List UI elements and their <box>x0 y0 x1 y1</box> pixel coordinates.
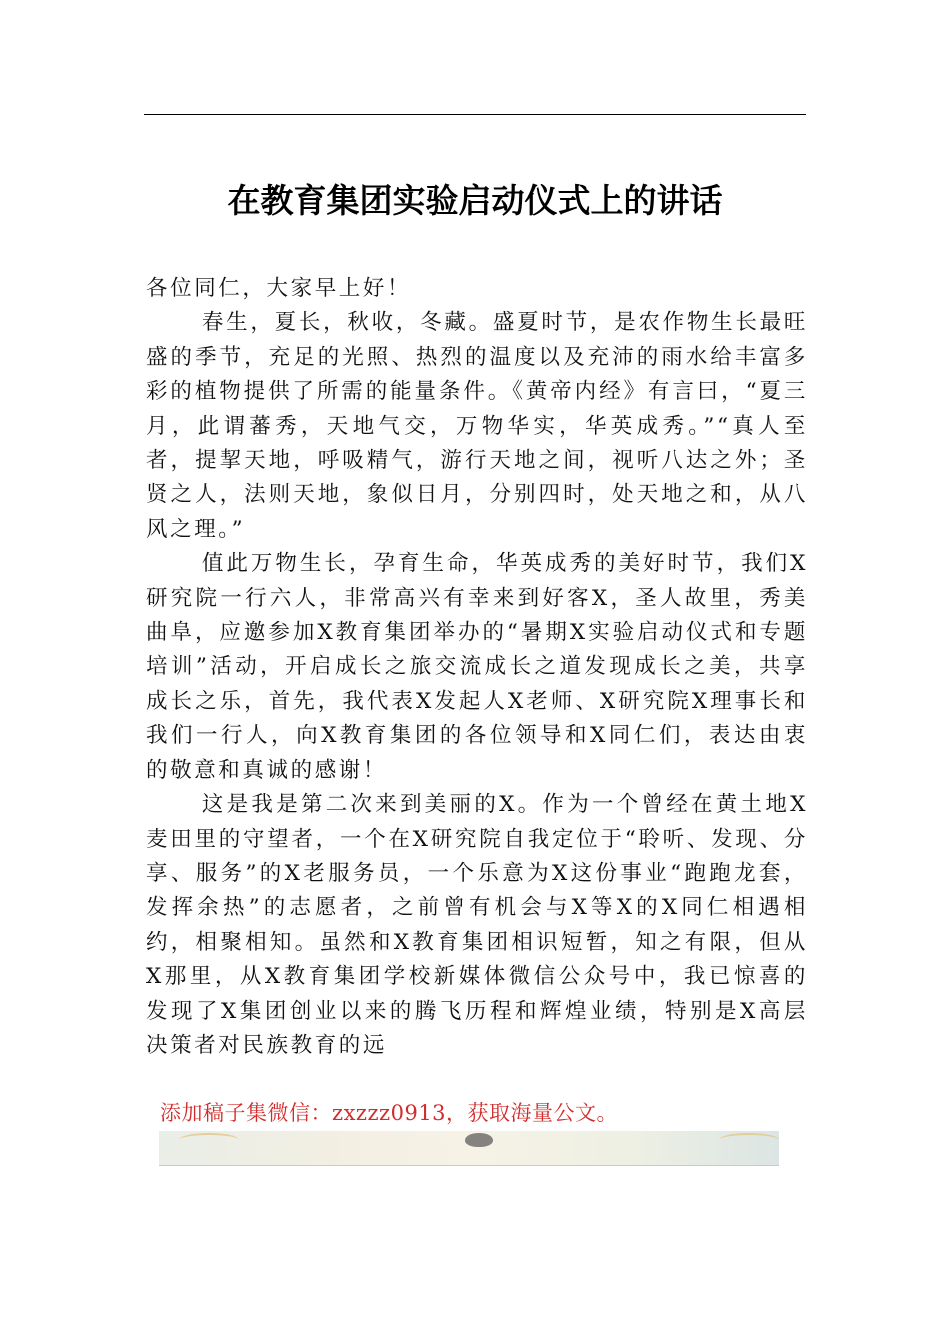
body-paragraph-3: 这是我是第二次来到美丽的X。作为一个曾经在黄土地X麦田里的守望者，一个在X研究院自我定位于“聆听、发现、分享、服务”的X老服务员，一个乐意为X这份事业“跑跑龙套，发挥余热”的志愿者，之前曾有机会与X等X的X同仁相遇相约，相聚相知。虽然和X教育集团相识短暂，知之有限，但从X那里，从X教育集团学校新媒体微信公众号中，我已惊喜的发现了X集团创业以来的腾飞历程和辉煌业绩，特别是X高层决策者对民族教育的远 <box>146 792 808 1058</box>
body-paragraph-2: 值此万物生长，孕育生命，华英成秀的美好时节，我们X研究院一行六人，非常高兴有幸来到好客X，圣人故里，秀美曲阜，应邀参加X教育集团举办的“暑期X实验启动仪式和专题培训”活动，开启成长之旅交流成长之道发现成长之美，共享成长之乐，首先，我代表X发起人X老师、X研究院X理事长和我们一行人，向X教育集团的各位领导和X同仁们，表达由衷的敬意和真诚的感谢！ <box>146 551 808 783</box>
greeting-paragraph: 各位同仁，大家早上好！ <box>146 276 412 301</box>
banner-ink-blot <box>465 1133 493 1147</box>
document-title: 在教育集团实验启动仪式上的讲话 <box>227 181 723 220</box>
banner-brush-stroke <box>179 1133 239 1147</box>
promo-text: 添加稿子集微信：zxzzz0913，获取海量公文。 <box>160 1101 619 1125</box>
banner-brush-stroke <box>719 1133 779 1147</box>
decorative-banner-image <box>159 1131 779 1166</box>
document-body <box>146 272 808 1063</box>
header-rule <box>144 114 806 115</box>
body-paragraph-1: 春生，夏长，秋收，冬藏。盛夏时节，是农作物生长最旺盛的季节，充足的光照、热烈的温度以及充沛的雨水给丰富多彩的植物提供了所需的能量条件。《黄帝内经》有言曰，“夏三月，此谓蕃秀，天地气交，万物华实，华英成秀。”“真人至者，提挈天地，呼吸精气，游行天地之间，视听八达之外；圣贤之人，法则天地，象似日月，分别四时，处天地之和，从八风之理。” <box>146 310 808 542</box>
